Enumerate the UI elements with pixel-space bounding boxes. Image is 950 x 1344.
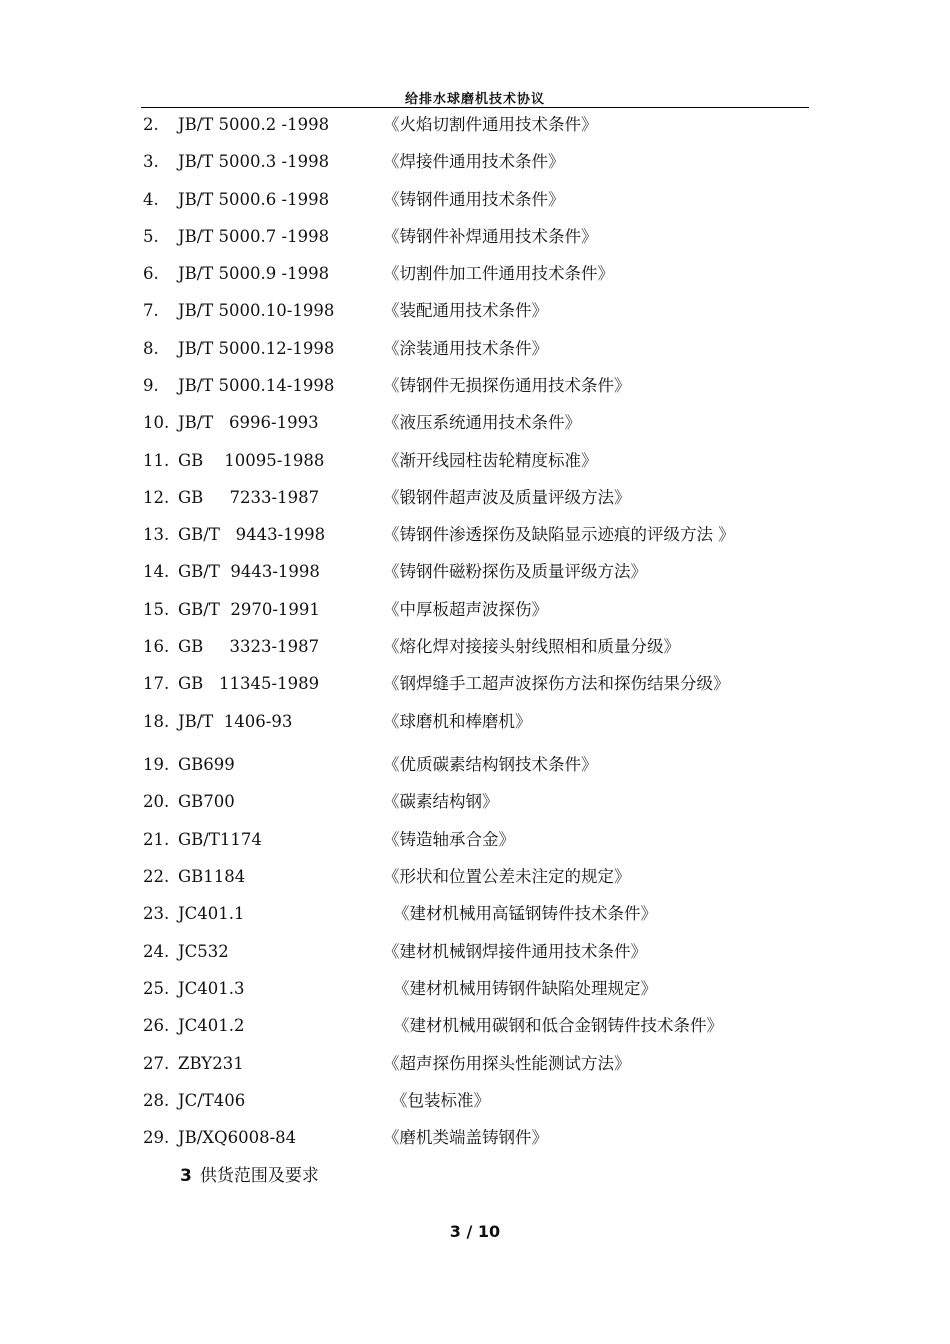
standard-number: 27.: [143, 1054, 170, 1073]
standard-title: 《切割件加工件通用技术条件》: [383, 264, 614, 283]
standard-number: 28.: [143, 1091, 170, 1110]
standard-number: 20.: [143, 792, 170, 811]
standard-row: [0, 977, 950, 1001]
standard-code: GB 7233-1987: [178, 488, 320, 507]
standard-title: 《铸钢件渗透探伤及缺陷显示迹痕的评级方法 》: [383, 525, 735, 544]
standard-code: GB/T 9443-1998: [178, 525, 326, 544]
standard-row: [0, 1014, 950, 1038]
standard-number: 16.: [143, 637, 170, 656]
standard-code: JC532: [178, 942, 229, 961]
standard-number: 19.: [143, 755, 170, 774]
standard-row: [0, 598, 950, 622]
standard-code: JB/T 5000.3 -1998: [178, 152, 330, 171]
standard-number: 21.: [143, 830, 170, 849]
standard-row: [0, 411, 950, 435]
standard-row: [0, 1126, 950, 1150]
standard-title: 《建材机械用高锰钢铸件技术条件》: [393, 904, 657, 923]
standard-row: [0, 113, 950, 137]
standard-row: [0, 790, 950, 814]
standard-title: 《铸钢件通用技术条件》: [383, 190, 565, 209]
standard-number: 6.: [143, 264, 159, 283]
standard-title: 《焊接件通用技术条件》: [383, 152, 565, 171]
standard-number: 4.: [143, 190, 159, 209]
standard-number: 14.: [143, 562, 170, 581]
standard-title: 《包装标准》: [391, 1091, 490, 1110]
standard-code: JB/T 6996-1993: [178, 413, 319, 432]
standard-row: [0, 710, 950, 734]
standard-number: 29.: [143, 1128, 170, 1147]
standard-number: 10.: [143, 413, 170, 432]
standard-number: 12.: [143, 488, 170, 507]
standard-number: 15.: [143, 600, 170, 619]
standard-code: GB 3323-1987: [178, 637, 320, 656]
standard-row: [0, 523, 950, 547]
standard-title: 《铸造轴承合金》: [383, 830, 515, 849]
page-number: 3 / 10: [449, 1222, 501, 1241]
standard-title: 《碳素结构钢》: [383, 792, 499, 811]
standard-code: JC401.1: [178, 904, 245, 923]
standard-number: 25.: [143, 979, 170, 998]
standard-row: [0, 449, 950, 473]
standard-title: 《中厚板超声波探伤》: [383, 600, 548, 619]
standard-code: GB1184: [178, 867, 246, 886]
standard-code: GB/T 2970-1991: [178, 600, 320, 619]
standard-code: GB/T1174: [178, 830, 262, 849]
standard-title: 《装配通用技术条件》: [383, 301, 548, 320]
standard-title: 《铸钢件磁粉探伤及质量评级方法》: [383, 562, 647, 581]
section-number: 3: [180, 1166, 192, 1186]
standard-code: GB699: [178, 755, 235, 774]
section-heading: [180, 1163, 319, 1189]
standard-number: 23.: [143, 904, 170, 923]
standard-row: [0, 828, 950, 852]
standard-title: 《渐开线园柱齿轮精度标准》: [383, 451, 598, 470]
standard-title: 《铸钢件无损探伤通用技术条件》: [383, 376, 631, 395]
standard-number: 11.: [143, 451, 170, 470]
standard-row: [0, 337, 950, 361]
document-header-title: 给排水球磨机技术协议: [404, 92, 545, 107]
standard-code: JC401.2: [178, 1016, 245, 1035]
standard-number: 3.: [143, 152, 159, 171]
standard-code: JB/T 5000.7 -1998: [178, 227, 330, 246]
standard-title: 《建材机械钢焊接件通用技术条件》: [383, 942, 647, 961]
standard-number: 18.: [143, 712, 170, 731]
standard-number: 9.: [143, 376, 159, 395]
standard-row: [0, 299, 950, 323]
standard-code: JB/T 5000.2 -1998: [178, 115, 330, 134]
standard-number: 26.: [143, 1016, 170, 1035]
standard-number: 2.: [143, 115, 159, 134]
standard-code: JB/T 1406-93: [178, 712, 293, 731]
standard-title: 《涂装通用技术条件》: [383, 339, 548, 358]
standard-row: [0, 374, 950, 398]
standard-code: ZBY231: [178, 1054, 244, 1073]
standard-number: 22.: [143, 867, 170, 886]
standard-code: JB/T 5000.10-1998: [178, 301, 335, 320]
standard-row: [0, 188, 950, 212]
standard-code: JC401.3: [178, 979, 245, 998]
standard-title: 《优质碳素结构钢技术条件》: [383, 755, 598, 774]
standard-title: 《磨机类端盖铸钢件》: [383, 1128, 548, 1147]
standard-title: 《熔化焊对接接头射线照相和质量分级》: [383, 637, 680, 656]
section-title: 供货范围及要求: [199, 1166, 319, 1186]
standard-number: 7.: [143, 301, 159, 320]
standard-code: JC/T406: [178, 1091, 246, 1110]
standard-code: JB/T 5000.6 -1998: [178, 190, 330, 209]
standard-row: [0, 262, 950, 286]
standard-row: [0, 753, 950, 777]
standard-row: [0, 865, 950, 889]
standard-number: 8.: [143, 339, 159, 358]
standard-title: 《钢焊缝手工超声波探伤方法和探伤结果分级》: [383, 674, 730, 693]
standard-number: 24.: [143, 942, 170, 961]
standard-title: 《锻钢件超声波及质量评级方法》: [383, 488, 631, 507]
standard-code: GB 11345-1989: [178, 674, 320, 693]
standard-row: [0, 225, 950, 249]
standard-title: 《火焰切割件通用技术条件》: [383, 115, 598, 134]
standard-title: 《建材机械用铸钢件缺陷处理规定》: [393, 979, 657, 998]
standard-row: [0, 1052, 950, 1076]
standard-row: [0, 940, 950, 964]
standard-row: [0, 635, 950, 659]
standard-title: 《球磨机和棒磨机》: [383, 712, 532, 731]
standard-title: 《液压系统通用技术条件》: [383, 413, 581, 432]
standard-number: 13.: [143, 525, 170, 544]
standard-row: [0, 150, 950, 174]
standard-row: [0, 1089, 950, 1113]
standard-code: JB/T 5000.12-1998: [178, 339, 335, 358]
standard-code: GB700: [178, 792, 235, 811]
standard-row: [0, 672, 950, 696]
standard-number: 17.: [143, 674, 170, 693]
standard-code: JB/XQ6008-84: [178, 1128, 297, 1147]
standard-code: GB/T 9443-1998: [178, 562, 320, 581]
standard-row: [0, 902, 950, 926]
standard-title: 《形状和位置公差未注定的规定》: [383, 867, 631, 886]
standard-code: GB 10095-1988: [178, 451, 325, 470]
standard-number: 5.: [143, 227, 159, 246]
standard-row: [0, 560, 950, 584]
standard-row: [0, 486, 950, 510]
standard-title: 《超声探伤用探头性能测试方法》: [383, 1054, 631, 1073]
standard-code: JB/T 5000.14-1998: [178, 376, 335, 395]
standard-title: 《建材机械用碳钢和低合金钢铸件技术条件》: [393, 1016, 723, 1035]
standard-title: 《铸钢件补焊通用技术条件》: [383, 227, 598, 246]
standard-code: JB/T 5000.9 -1998: [178, 264, 330, 283]
